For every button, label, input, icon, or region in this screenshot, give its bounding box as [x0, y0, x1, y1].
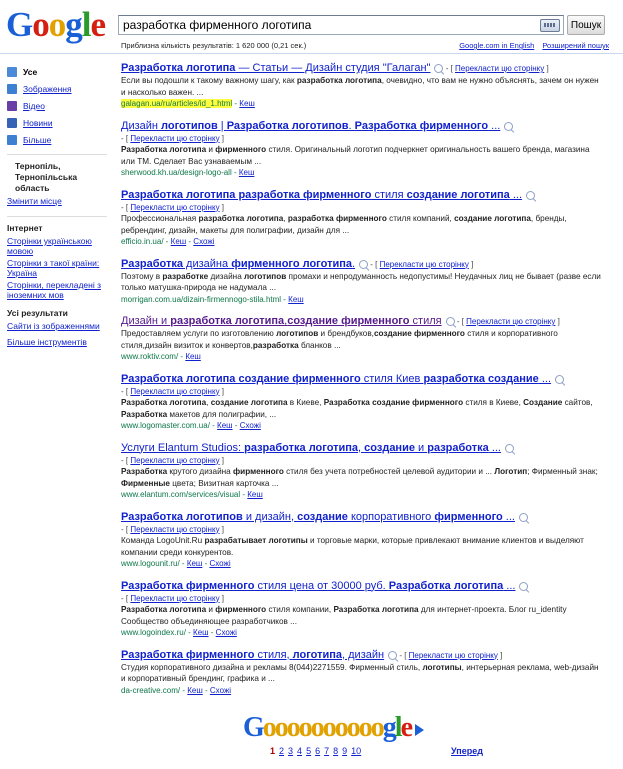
result-url-line: galagan.ua/ru/articles/id_1.html - Кеш [121, 99, 255, 108]
result-title-link[interactable]: Разработка логотипов и дизайн, создание корпоративного фирменного ... [121, 510, 515, 523]
result-url-line: sherwood.kh.ua/design-logo-all - Кеш [121, 168, 255, 177]
cache-link[interactable]: Кеш [193, 628, 209, 637]
result-url: www.roktiv.com/ [121, 352, 179, 361]
internet-filter-link-2[interactable]: Сторінки, перекладені з іноземних мов [7, 280, 101, 300]
result-title-link[interactable]: Разработка логотипа — Статьи — Дизайн студия "Галаган" [121, 62, 431, 74]
change-location-link[interactable]: Змінити місце [7, 196, 62, 206]
result-url-line: www.roktiv.com/ - Кеш [121, 352, 201, 361]
translate-block: - [ Перекласти цю сторінку ] [368, 259, 474, 269]
result-snippet: Разработка логотипа и фирменного стиля. Оригинальный логотип подчеркнет оригинальность вашего бренда, магазина или ТМ. Сделает Вас узнаваемым ... [121, 145, 590, 166]
translate-link[interactable]: Перекласти цю сторінку [466, 317, 556, 326]
results-list [121, 62, 601, 706]
result-snippet: Разработка логотипа, создание логотипа в Киеве, Разработка создание фирменного стиля в Киеве, Создание сайтов, Разработка макетов для полиграфии, ... [121, 398, 593, 419]
cache-link[interactable]: Кеш [185, 352, 201, 361]
advanced-search-link[interactable]: Розширений пошук [542, 41, 609, 50]
search-result [121, 120, 601, 179]
translate-link[interactable]: Перекласти цю сторінку [130, 133, 220, 143]
preview-magnifier-icon[interactable] [434, 64, 443, 73]
result-snippet: Если вы подошли к такому важному шагу, как разработка логотипа, очевидно, что вам не нужно объяснять, зачем он нужен и насколько важен. ... [121, 76, 599, 97]
result-title-link[interactable]: Разработка логотипа создание фирменного стиля Киев разработка создание ... [121, 372, 552, 385]
more-icon [7, 135, 17, 145]
more-tools-link[interactable]: Більше інструментів [7, 337, 87, 347]
nav-item-label: Більше [23, 134, 52, 145]
next-arrow-icon[interactable] [415, 724, 424, 736]
nav-item-2[interactable] [7, 97, 107, 114]
all-icon [7, 67, 17, 77]
result-title-link[interactable]: Разработка логотипа разработка фирменного стиля создание логотипа ... [121, 188, 523, 201]
cache-link[interactable]: Кеш [247, 490, 263, 499]
preview-magnifier-icon[interactable] [519, 513, 528, 522]
translate-link[interactable]: Перекласти цю сторінку [408, 650, 498, 660]
translate-block: - [ Перекласти цю сторінку ] [397, 650, 503, 660]
result-url-line: da-creative.com/ - Кеш - Схожі [121, 685, 232, 695]
result-title-link[interactable]: Дизайн логотипов | Разработка логотипов. Разработка фирменного ... [121, 119, 501, 132]
translate-link[interactable]: Перекласти цю сторінку [130, 386, 220, 396]
search-result [121, 442, 601, 501]
page-number-7[interactable]: 7 [324, 746, 330, 756]
cache-link[interactable]: Кеш [170, 237, 187, 246]
search-result [121, 189, 601, 248]
logo-letter: G [6, 5, 33, 44]
nav-item-3[interactable] [7, 114, 107, 131]
result-title-link[interactable]: Дизайн и разработка логотипа,создание фирменного стиля [121, 315, 442, 327]
preview-magnifier-icon[interactable] [388, 651, 397, 660]
logo-letter: l [81, 5, 91, 44]
search-box[interactable] [118, 15, 564, 35]
nav-item-4[interactable] [7, 131, 107, 148]
similar-link[interactable]: Схожі [209, 559, 231, 568]
result-snippet: Разработка крутого дизайна фирменного стиля без учета потребностей целевой аудитории и ... Логотип; Фирменный знак; Фирменные цвета; Визитная карточка ... [121, 467, 598, 488]
result-snippet: Предоставляем услуги по изготовлению логотипов и брендбуков,создание фирменного стиля и корпоративного стиля,дизайн визиток и конвертов,разработка бланков ... [121, 329, 558, 350]
search-result [121, 373, 601, 432]
result-snippet: Разработка логотипа и фирменного стиля компании, Разработка логотипа для интернет-проекта. Блог ru_identity Сообщество объединяющее разработчиков ... [121, 605, 567, 626]
result-url: efficio.in.ua/ [121, 237, 164, 246]
internet-filter-link-0[interactable]: Сторінки українською мовою [7, 236, 92, 256]
translate-link[interactable]: Перекласти цю сторінку [455, 64, 545, 73]
next-page-link[interactable]: Уперед [451, 746, 483, 756]
result-url: www.logomaster.com.ua/ [121, 421, 210, 430]
translate-block: - [ Перекласти цю сторінку ] [121, 386, 225, 396]
result-url-line: www.logoindex.ru/ - Кеш - Схожі [121, 628, 237, 637]
nav-item-label: Відео [23, 100, 45, 111]
nav-item-label: Новини [23, 117, 53, 128]
result-url-line: www.logounit.ru/ - Кеш - Схожі [121, 559, 231, 568]
page-number-3[interactable]: 3 [288, 746, 294, 756]
page-number-4[interactable]: 4 [297, 746, 303, 756]
preview-magnifier-icon[interactable] [359, 260, 368, 269]
result-url: www.logounit.ru/ [121, 559, 180, 568]
pager-logo: Goooooooooogle [243, 713, 493, 743]
result-url: morrigan.com.ua/dizain-firmennogo-stila.html [121, 294, 282, 304]
translate-block: - [ Перекласти цю сторінку ] [121, 455, 225, 465]
keyboard-icon[interactable] [540, 19, 560, 32]
result-url-line: morrigan.com.ua/dizain-firmennogo-stila.html - Кеш [121, 294, 304, 304]
result-stats: Приблизна кількість результатів: 1 620 000 (0,21 сек.) [121, 41, 307, 50]
cache-link[interactable]: Кеш [239, 99, 255, 108]
similar-link[interactable]: Схожі [193, 237, 215, 246]
result-url-line: www.elantum.com/services/visual - Кеш [121, 490, 263, 499]
translate-link[interactable]: Перекласти цю сторінку [379, 259, 469, 269]
result-snippet: Команда LogoUnit.Ru разрабатывает логотипы и торговые марки, которые привлекают внимание клиентов и выделяют компании среди конкурентов. [121, 536, 584, 557]
result-url: www.elantum.com/services/visual [121, 490, 241, 499]
translate-block: - [ Перекласти цю сторінку ] [121, 202, 225, 212]
search-button[interactable]: Пошук [567, 15, 605, 35]
translate-block: - [ Перекласти цю сторінку ] [121, 593, 225, 603]
search-result [121, 258, 601, 306]
logo-letter: o [32, 5, 49, 44]
page-number-6[interactable]: 6 [315, 746, 321, 756]
search-result [121, 511, 601, 570]
result-url: sherwood.kh.ua/design-logo-all [121, 168, 232, 177]
preview-magnifier-icon[interactable] [526, 191, 535, 200]
logo-letter: g [65, 5, 82, 44]
page-number-9[interactable]: 9 [342, 746, 348, 756]
logo-letter: o [48, 5, 66, 44]
similar-link[interactable]: Схожі [239, 421, 261, 430]
video-icon [7, 101, 17, 111]
result-url: galagan.ua/ru/articles/id_1.html [121, 99, 233, 108]
cache-link[interactable]: Кеш [217, 421, 233, 430]
result-title-link[interactable]: Разработка фирменного стиля цена от 30000 руб. Разработка логотипа ... [121, 579, 516, 592]
search-result [121, 315, 601, 363]
page-number-2[interactable]: 2 [279, 746, 285, 756]
translate-block: - [ Перекласти цю сторінку ] [121, 524, 225, 534]
nav-item-label: Зображення [23, 83, 72, 94]
translate-block: - [ Перекласти цю сторінку ] [443, 64, 549, 73]
result-url: da-creative.com/ [121, 685, 181, 695]
page-number-8[interactable]: 8 [333, 746, 339, 756]
news-icon [7, 118, 17, 128]
search-result [121, 62, 601, 110]
cache-link[interactable]: Кеш [187, 685, 203, 695]
pagination [243, 713, 493, 761]
translate-block: - [ Перекласти цю сторінку ] [454, 317, 560, 326]
result-title-link[interactable]: Услуги Elantum Studios: разработка логотипа, создание и разработка ... [121, 441, 501, 454]
similar-link[interactable]: Схожі [209, 685, 232, 695]
left-nav [7, 63, 107, 347]
result-title-link[interactable]: Разработка фирменного стиля, логотипа, дизайн [121, 648, 385, 661]
all-results-heading: Усі результати [7, 308, 68, 318]
search-input[interactable] [119, 17, 540, 33]
google-logo[interactable] [6, 7, 106, 43]
result-url-line: efficio.in.ua/ - Кеш - Схожі [121, 237, 215, 246]
cache-link[interactable]: Кеш [288, 294, 304, 304]
cache-link[interactable]: Кеш [186, 559, 203, 568]
translate-link[interactable]: Перекласти цю сторінку [130, 455, 220, 465]
results-filter-link-0[interactable]: Сайти із зображеннями [7, 321, 100, 331]
result-snippet: Поэтому в разработке дизайна логотипов промахи и непродуманность недопустимы! Неудачных лиц не бывает (разве если только матушка-природа не надумала ... [121, 271, 601, 292]
result-snippet: Студия корпоративного дизайна и рекламы 8(044)2271559. Фирменный стиль, логотипы, интерьерная реклама, web-дизайн и корпоративный брендинг, графика и ... [121, 662, 599, 683]
translate-link[interactable]: Перекласти цю сторінку [130, 524, 220, 534]
images-icon [7, 84, 17, 94]
nav-item-0[interactable] [7, 63, 107, 80]
page-numbers [270, 746, 365, 756]
location-label: Тернопіль, Тернопільська область [7, 154, 107, 194]
page-number-1: 1 [270, 746, 276, 756]
nav-item-1[interactable] [7, 80, 107, 97]
search-result [121, 580, 601, 639]
internet-heading: Інтернет [7, 216, 107, 234]
similar-link[interactable]: Схожі [215, 628, 237, 637]
translate-link[interactable]: Перекласти цю сторінку [130, 593, 220, 603]
preview-magnifier-icon[interactable] [446, 317, 455, 326]
cache-link[interactable]: Кеш [238, 168, 255, 177]
result-url-line: www.logomaster.com.ua/ - Кеш - Схожі [121, 421, 261, 430]
translate-block: - [ Перекласти цю сторінку ] [121, 133, 225, 143]
result-title-link[interactable]: Разработка дизайна фирменного логотипа. [121, 257, 356, 270]
translate-link[interactable]: Перекласти цю сторінку [130, 202, 220, 212]
preview-magnifier-icon[interactable] [555, 375, 564, 384]
top-links [453, 41, 609, 50]
page-number-10[interactable]: 10 [351, 746, 362, 756]
header-divider [0, 53, 623, 54]
logo-letter: e [90, 5, 106, 44]
result-snippet: Профессиональная разработка логотипа, разработка фирменного стиля компаний, создание логотипа, бренды, ребрендинг, дизайн, макеты для полиграфии, дизайн для ... [121, 214, 567, 235]
google-com-english-link[interactable]: Google.com in English [459, 41, 535, 50]
search-result [121, 649, 601, 697]
result-url: www.logoindex.ru/ [121, 628, 186, 637]
nav-item-label: Усе [23, 66, 38, 77]
internet-filter-link-1[interactable]: Сторінки з такої країни: Україна [7, 258, 100, 278]
preview-magnifier-icon[interactable] [519, 582, 528, 591]
preview-magnifier-icon[interactable] [504, 122, 513, 131]
page-number-5[interactable]: 5 [306, 746, 312, 756]
preview-magnifier-icon[interactable] [505, 444, 514, 453]
